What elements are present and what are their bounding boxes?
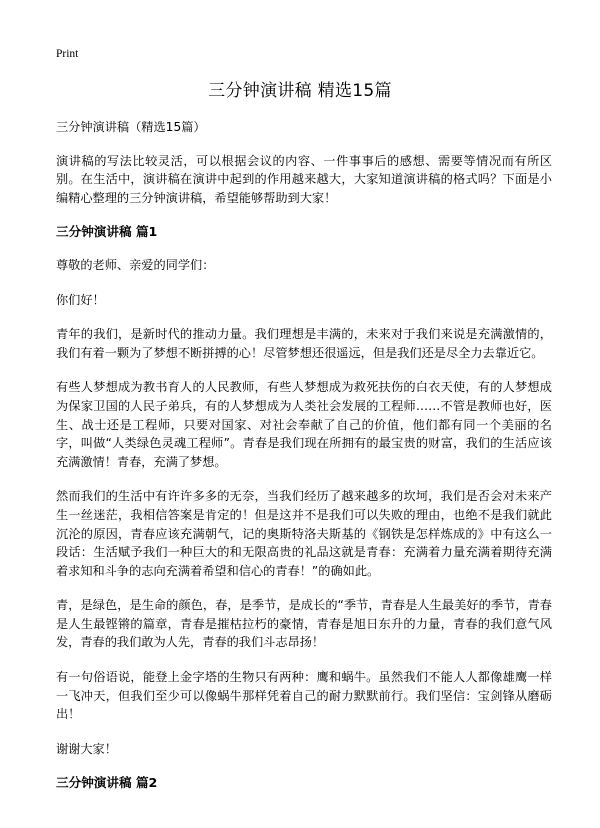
document-subtitle: 三分钟演讲稿（精选15篇） (56, 120, 206, 134)
body-paragraph: 然而我们的生活中有许许多多的无奈，当我们经历了越来越多的坎坷，我们是否会对未来产生一丝迷茫，我相信答案是肯定的！但是这并不是我们可以失败的理由，也绝不是我们就此沉沦的原因，青春应该充满朝气，记的奥斯特洛夫斯基的《钢铁是怎样炼成的》中有这么一段话：生活赋予我们一种巨大的和无限高贵的礼品这就是青春：充满着力量充满着期待充满着求知和斗争的志向充满着希望和信心的青春！”的确如此。 (56, 489, 552, 578)
section-heading-1: 三分钟演讲稿 篇1 (56, 224, 158, 240)
greeting-paragraph: 尊敬的老师、亲爱的同学们： (56, 257, 215, 272)
body-paragraph: 有些人梦想成为教书育人的人民教师，有些人梦想成为救死扶伤的白衣天使，有的人梦想成为保家卫国的人民子弟兵，有的人梦想成为人类社会发展的工程师……不管是教师也好，医生、战士还是工程师，只要对国家、对社会奉献了自己的价值，他们都有同一个美丽的名字，叫做“人类绿色灵魂工程师”。青春是我们现在所拥有的最宝贵的财富，我们的生活应该充满激情！青春，充满了梦想。 (56, 380, 552, 469)
closing-paragraph: 谢谢大家！ (56, 741, 117, 756)
section-heading-2: 三分钟演讲稿 篇2 (56, 775, 158, 791)
body-paragraph: 青年的我们，是新时代的推动力量。我们理想是丰满的，未来对于我们来说是充满激情的，我们有着一颗为了梦想不断拼搏的心！尽管梦想还很遥远，但是我们还是尽全力去靠近它。 (56, 327, 552, 360)
hello-paragraph: 你们好！ (56, 292, 105, 307)
body-paragraph: 青，是绿色，是生命的颜色，春，是季节，是成长的“季节，青春是人生最美好的季节，青春是人生最铿锵的篇章，青春是摧枯拉朽的豪情，青春是旭日东升的力量，青春的我们意气风发，青春的我们敢为人先，青春的我们斗志昂扬！ (56, 598, 552, 650)
document-body (56, 118, 552, 807)
intro-paragraph: 演讲稿的写法比较灵活，可以根据会议的内容、一件事事后的感想、需要等情况而有所区别。在生活中，演讲稿在演讲中起到的作用越来越大，大家知道演讲稿的格式吗？下面是小编精心整理的三分钟演讲稿，希望能够帮助到大家！ (56, 153, 552, 205)
print-label: Print (56, 48, 79, 60)
page-title: 三分钟演讲稿 精选15篇 (208, 81, 392, 101)
body-paragraph: 有一句俗语说，能登上金字塔的生物只有两种：鹰和蜗牛。虽然我们不能人人都像雄鹰一样一飞冲天，但我们至少可以像蜗牛那样凭着自己的耐力默默前行。我们坚信：宝剑锋从磨砺出！ (56, 670, 552, 722)
